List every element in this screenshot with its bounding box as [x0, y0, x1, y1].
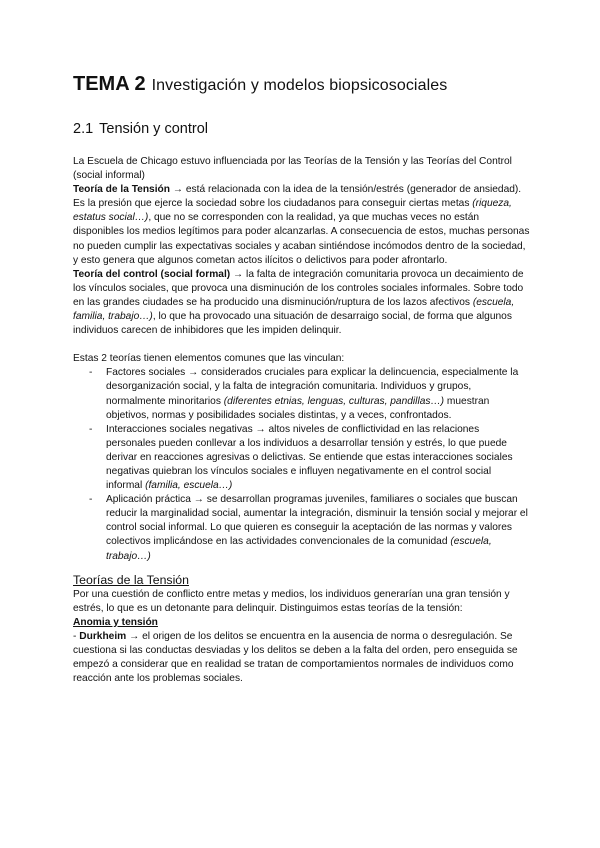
control-text-2: , lo que ha provocado una situación de desarraigo social, de forma que algunos individuos carecen de inhibidores que les impiden delinquir.: [73, 311, 512, 337]
section-heading: [73, 120, 530, 138]
durkheim-paragraph: [73, 630, 530, 686]
tension-text-2: , que no se corresponden con la realidad, ya que muchas veces no están disponibles los medios legítimos para poder alcanzarlas. A consecuencia de estos, muchas personas no pueden cumplir las expectativas sociales y acaban sintiéndose incómodos dentro de la sociedad, y esto genera que algunos cometan actos ilícitos o delictivos para poder afrontarlo.: [73, 212, 530, 266]
item-text: Factores sociales → considerados cruciales para explicar la delincuencia, especialmente la desorganización social, y la falta de integración comunitaria. Individuos y grupos, normalmente minoritarios: [106, 367, 519, 407]
tension-examples: (riqueza, estatus social…): [73, 198, 512, 224]
durkheim-text: → el origen de los delitos se encuentra en la ausencia de norma o desregulación. Se cuestiona si las conductas desviadas y los delitos se deben a la falta del orden, pero enseguida se empezó a considerar que en realidad se tratan de comportamientos normales de individuos como reacción ante los problemas sociales.: [73, 630, 518, 685]
control-paragraph: [73, 268, 530, 338]
section-number: 2.1: [73, 121, 94, 137]
page-title: [73, 72, 530, 98]
list-item: [106, 493, 530, 563]
section-text: Tensión y control: [99, 121, 208, 137]
list-item: [106, 423, 530, 493]
item-examples: (familia, escuela…): [145, 480, 233, 492]
control-label: Teoría del control (social formal): [73, 268, 231, 280]
durkheim-name: Durkheim: [79, 630, 127, 642]
item-text: Interacciones sociales negativas → altos niveles de conflictividad en las relaciones personales pueden conllevar a los individuos a desarrollar tensión y estrés, lo que puede derivar en reacciones agresivas o delictivas. Se entiende que estas interacciones sociales negativas quiebran los vínculos sociales e influyen negativamente en el control social informal: [106, 423, 513, 492]
title-number: TEMA 2: [73, 73, 146, 95]
intro-paragraph: La Escuela de Chicago estuvo influenciada por las Teorías de la Tensión y las Teorías del Control (social informal): [73, 156, 512, 182]
control-text-1: la falta de integración comunitaria provoca un decaimiento de los vínculos sociales, que provoca una disminución de los controles sociales informales. Sobre todo en las grandes ciudades se ha producido una disminución/ruptura de los lazos afectivos: [73, 268, 524, 308]
tension-text-1: está relacionada con la idea de la tensión/estrés (generador de ansiedad). Es la presión que ejerce la sociedad sobre los ciudadanos para conseguir ciertas metas: [73, 184, 522, 210]
item-examples: (escuela, trabajo…): [106, 536, 492, 562]
list-item: [106, 366, 530, 422]
anomia-heading: [73, 616, 530, 630]
tension-theories-heading: Teorías de la Tensión: [73, 572, 189, 587]
durkheim-dash: -: [73, 630, 80, 642]
item-text-end: muestran objetivos, normas y posibilidades sociales distintas, y a veces, confrontados.: [106, 395, 490, 421]
spacer: [73, 338, 530, 352]
tension-paragraph: [73, 183, 530, 268]
control-examples: (escuela, familia, trabajo…): [73, 296, 515, 323]
item-text: Aplicación práctica → se desarrollan programas juveniles, familiares o sociales que buscan reducir la marginalidad social, aumentar la integración, disminuir la tensión social y mejorar el control social informal. Lo que quieren es conseguir la aceptación de las normas y valores colectivos implicándose en las actividades convencionales de la comunidad: [106, 494, 528, 548]
control-arrow: →: [233, 268, 244, 280]
tension-arrow: →: [172, 184, 184, 196]
common-intro: Estas 2 teorías tienen elementos comunes que las vinculan:: [73, 353, 345, 365]
anomia-heading-text: Anomia y tensión: [73, 616, 158, 628]
tension-label: Teoría de la Tensión: [73, 184, 170, 196]
common-elements-list: [73, 366, 530, 563]
tension-theories-intro: Por una cuestión de conflicto entre metas y medios, los individuos generarían una gran tensión y estrés, lo que es un detonante para delinquir. Distinguimos estas teorías de la tensión:: [73, 588, 510, 614]
item-examples: (diferentes etnias, lenguas, culturas, pandillas…): [223, 395, 445, 407]
title-text: Investigación y modelos biopsicosociales: [151, 77, 448, 94]
document-body: [73, 155, 530, 686]
